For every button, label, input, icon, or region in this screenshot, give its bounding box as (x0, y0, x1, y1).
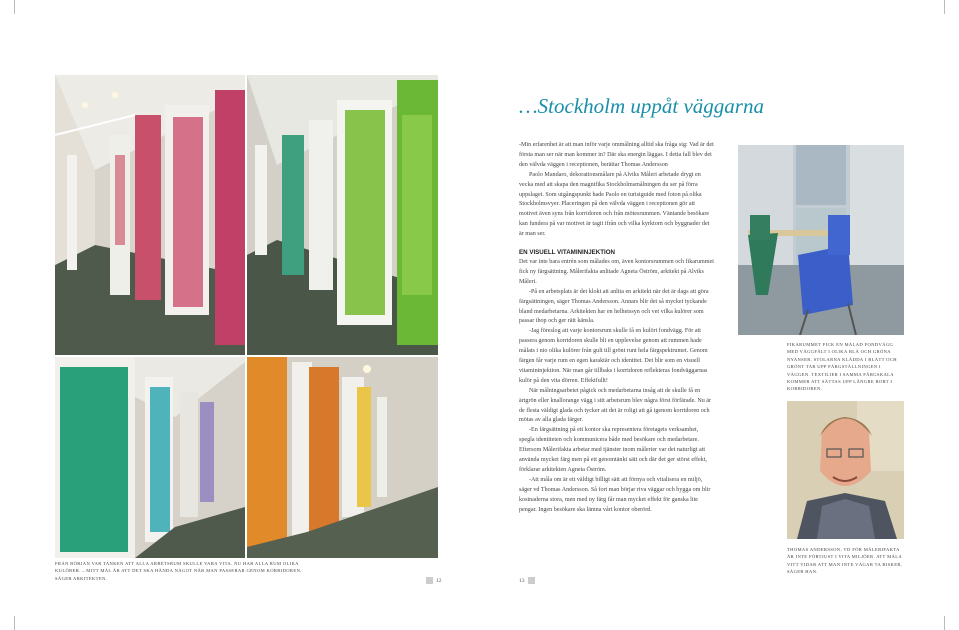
portrait-photo (787, 401, 904, 539)
lunchroom-caption: FIKARUMMET FICK EN MÅLAD FONDVÄGG MED VÄGGFÄLT I OLIKA BLÅ OCH GRÖNA NYANSER. STOLARNA KLÄDDA I BLÅTT OCH GRÖNT TAR UPP FÄRGSTÄLLNINGEN I VÄGGEN. TEXTILIER I SAMMA FÄRGSKALA KOMMER ATT SÄTTAS UPP LÄNGRE BORT I KORRIDOREN. (787, 342, 897, 392)
corridor-photo-teal (55, 357, 245, 558)
body-paragraph: -En färgsättning på ett kontor ska representera företagets verksamhet, spegla identiteten och kommunicera både med besökare och medarbetare. Eftersom Målerifakta arbetar med tjänster inom målerier var det naturligt att använda mycket färg men på ett genomtänkt sätt och där det ger störst effekt, förklarar arkitekten Agneta Öström. (519, 427, 707, 473)
crop-mark-bottom-right (944, 616, 959, 630)
body-paragraph: -På en arbetsplats är det klokt att anlita en arkitekt när det är dags att göra färgsättningen, säger Thomas Andersson. Annars blir det så mycket tyckande bland medarbetarna. Arkitekten har en helhetssyn och vet vilka kulörer som passar ihop och ger rätt känsla. (519, 288, 709, 325)
corridor-caption: FRÅN BÖRJAN VAR TANKEN ATT ALLA ARBETSRUM SKULLE VARA VITA. NU HAR ALLA RUM OLIKA KULÖRER. – MITT MÅL ÄR ATT DET SKA HÄNDA NÅGOT NÄR MAN PASSERAR GENOM KORRIDOREN, SÄGER ARKITEKTEN. (55, 561, 302, 581)
body-paragraph: När målningsarbetet pågick och medarbetarna insåg att de skulle få en ärtgrön eller knallorange vägg i sitt arbetsrum blev några först förfärade. Nu är de flesta väldigt glada och tycker att det är roligt att gå igenom korridoren och mötas av alla glada färger. (519, 387, 712, 424)
page-marker-square (426, 577, 433, 584)
article-headline: …Stockholm uppåt väggarna (519, 94, 764, 118)
corridor-photo-green (247, 75, 438, 355)
crop-mark-bottom-left (0, 616, 15, 630)
portrait-caption: THOMAS ANDERSSON, VD FÖR MÅLERIFAKTA ÄR INTE FÖRTJUST I VITA MILJÖER. ATT MÅLA VITT VIDAR ATT MAN INTE VÅGAR TA RISKER, SÄGER HAN. (787, 547, 903, 575)
corridor-photo-orange (247, 357, 438, 558)
body-paragraph: -Att måla om är ett väldigt billigt sätt att förnya och vitalisera en miljö, säger vd Thomas Andersson. Så fort man börjar riva väggar och bygga om blir kostnaderna stora, men med ny färg får man mycket effekt för ganska lite pengar. Ingen besökare ska lämna vårt kontor oberörd. (519, 476, 711, 513)
page-number-right-label: 13 (519, 577, 525, 584)
intro-paragraph: Paolo Mandaro, dekorationsmålare på Alviks Måleri arbetade drygt en vecka med att skapa den magnifika Stockholmsmålningen du ser på förra uppslaget. Som utgångspunkt hade Paolo en turistguide med foton på olika Stockholmsvyer. Placeringen på den välvda väggen i receptionen gör att motivet även syns från korridoren och från mötesrummen. Väntande besökare kan fundera på var motivet är tagit ifrån och vilka kyrktorn och byggnader det är man ser. (519, 171, 710, 238)
corridor-photo-pink (55, 75, 245, 355)
body-paragraph: -Jag föreslog att varje kontorsrum skulle få en kulört fondvägg. För att passera genom korridoren skulle bli en upplevelse genom att rummen hade målats i nio olika kulörer från gult till grönt runt hela färgspektrumet. Genom färgen får varje rum en egen karaktär och identitet. Det blir som en visuell vitamininjektion. När man går tillbaks i korridoren reflekteras fondväggarnas kulör på den vita dörren. Effektfullt! (519, 328, 708, 384)
page-number-right (519, 577, 535, 584)
page-number-left (426, 577, 442, 584)
page-number-left-label: 12 (436, 577, 442, 584)
page-marker-square (528, 577, 535, 584)
intro-paragraph: -Min erfarenhet är att man inför varje ommålning alltid ska fråga sig: Vad är det första man ser när man kommer in? Där ska energin läggas. I detta fall blev det den välvda väggen i receptionen, berättar Thomas Andersson (519, 142, 714, 168)
article-body (519, 141, 715, 516)
body-paragraph: Det var inte bara entrén som målades om, även kontorsrummen och fikarummet fick ny färgsättning. Målerifakta anlitade Agneta Öström, arkitekt på Alviks Måleri. (519, 258, 714, 285)
crop-mark-top-left (0, 0, 15, 14)
lunchroom-photo (738, 145, 904, 335)
crop-mark-top-right (944, 0, 959, 14)
section-subheading: EN VISUELL VITAMININJEKTION (519, 249, 616, 257)
